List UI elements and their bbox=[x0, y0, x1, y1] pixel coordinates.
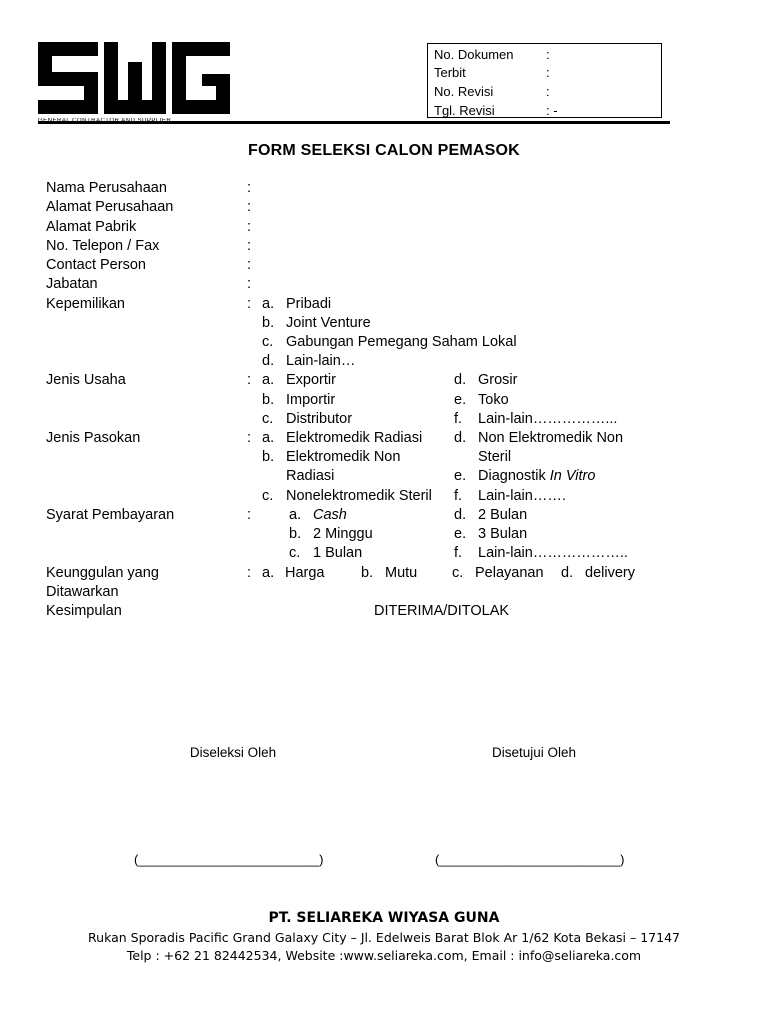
option-letter: f. bbox=[454, 545, 463, 561]
option-gabungan: Gabungan Pemegang Saham Lokal bbox=[286, 334, 517, 350]
option-cash: Cash bbox=[313, 507, 347, 523]
option-lain-lain: Lain-lain……………... bbox=[478, 411, 618, 427]
option-letter: c. bbox=[262, 488, 274, 504]
label-jenis-pasokan: Jenis Pasokan bbox=[46, 430, 141, 446]
footer-address: Rukan Sporadis Pacific Grand Galaxy City – Jl. Edelweis Barat Blok Ar 1/62 Kota Bekasi – 17147 bbox=[88, 930, 680, 945]
label-syarat-pembayaran: Syarat Pembayaran bbox=[46, 507, 175, 523]
colon: : bbox=[247, 257, 252, 273]
option-exportir: Exportir bbox=[286, 372, 336, 388]
option-letter: d. bbox=[561, 565, 574, 581]
option-diagnostik-text: Diagnostik bbox=[478, 468, 550, 484]
label-alamat-perusahaan: Alamat Perusahaan bbox=[46, 199, 174, 215]
option-non-elektromedik-cont: Steril bbox=[478, 449, 512, 465]
signature-line-left: (_________________________) bbox=[134, 852, 324, 867]
option-letter: c. bbox=[452, 565, 464, 581]
doc-label-tgl-revisi: Tgl. Revisi bbox=[434, 103, 495, 118]
kesimpulan-value: DITERIMA/DITOLAK bbox=[374, 603, 510, 619]
label-kepemilikan: Kepemilikan bbox=[46, 296, 125, 312]
option-harga: Harga bbox=[285, 565, 325, 581]
signature-line-right: (_________________________) bbox=[435, 852, 625, 867]
doc-label-nomor: No. Dokumen bbox=[434, 47, 514, 62]
option-in-vitro-text: In Vitro bbox=[549, 468, 596, 484]
signature-label-disetujui: Disetujui Oleh bbox=[491, 745, 577, 760]
option-letter: b. bbox=[262, 449, 275, 465]
option-letter: d. bbox=[454, 372, 467, 388]
option-letter: a. bbox=[289, 507, 302, 523]
option-2-minggu: 2 Minggu bbox=[313, 526, 373, 542]
label-contact-person: Contact Person bbox=[46, 257, 146, 273]
option-pribadi: Pribadi bbox=[286, 296, 332, 312]
footer-company-name: PT. SELIAREKA WIYASA GUNA bbox=[268, 910, 500, 926]
option-non-elektromedik-non: Non Elektromedik Non bbox=[478, 430, 624, 446]
label-kesimpulan: Kesimpulan bbox=[46, 603, 122, 619]
option-letter: a. bbox=[262, 565, 275, 581]
colon: : bbox=[247, 430, 252, 446]
option-3-bulan: 3 Bulan bbox=[478, 526, 528, 542]
option-lain-lain: Lain-lain……. bbox=[478, 488, 566, 504]
colon: : bbox=[247, 219, 252, 235]
option-lain-lain: Lain-lain… bbox=[286, 353, 356, 369]
option-letter: b. bbox=[361, 565, 374, 581]
option-letter: f. bbox=[454, 411, 463, 427]
option-elektromedik-non: Elektromedik Non bbox=[286, 449, 401, 465]
option-letter: e. bbox=[454, 392, 467, 408]
label-keunggulan-cont: Ditawarkan bbox=[46, 584, 119, 600]
label-telepon: No. Telepon / Fax bbox=[46, 238, 160, 254]
option-letter: a. bbox=[262, 372, 275, 388]
doc-value-nomor: : bbox=[546, 47, 550, 62]
doc-value-tgl-revisi: : - bbox=[546, 103, 558, 118]
colon: : bbox=[247, 238, 252, 254]
header-rule bbox=[38, 121, 670, 124]
option-letter: c. bbox=[262, 411, 274, 427]
label-jabatan: Jabatan bbox=[46, 276, 98, 292]
option-letter: a. bbox=[262, 430, 275, 446]
option-1-bulan: 1 Bulan bbox=[313, 545, 363, 561]
option-letter: d. bbox=[454, 507, 467, 523]
label-alamat-pabrik: Alamat Pabrik bbox=[46, 219, 137, 235]
colon: : bbox=[247, 276, 252, 292]
footer-contact: Telp : +62 21 82442534, Website :www.seliareka.com, Email : info@seliareka.com bbox=[126, 948, 642, 963]
option-distributor: Distributor bbox=[286, 411, 353, 427]
option-2-bulan: 2 Bulan bbox=[478, 507, 528, 523]
option-pelayanan: Pelayanan bbox=[475, 565, 544, 581]
doc-value-revisi: : bbox=[546, 84, 550, 99]
option-lain-lain: Lain-lain……………….. bbox=[478, 545, 628, 561]
colon: : bbox=[247, 565, 252, 581]
document-info-box bbox=[427, 43, 662, 118]
option-letter: e. bbox=[454, 468, 467, 484]
label-keunggulan: Keunggulan yang bbox=[46, 565, 159, 581]
doc-value-terbit: : bbox=[546, 65, 550, 80]
option-letter: d. bbox=[262, 353, 275, 369]
doc-label-revisi: No. Revisi bbox=[434, 84, 494, 99]
option-letter: b. bbox=[289, 526, 302, 542]
colon: : bbox=[247, 199, 252, 215]
option-letter: d. bbox=[454, 430, 467, 446]
option-elektromedik-non-cont: Radiasi bbox=[286, 468, 335, 484]
form-title: FORM SELEKSI CALON PEMASOK bbox=[248, 142, 520, 159]
option-letter: a. bbox=[262, 296, 275, 312]
option-grosir: Grosir bbox=[478, 372, 518, 388]
option-importir: Importir bbox=[286, 392, 336, 408]
colon: : bbox=[247, 296, 252, 312]
label-nama-perusahaan: Nama Perusahaan bbox=[46, 180, 167, 196]
option-toko: Toko bbox=[478, 392, 509, 408]
option-elektromedik-radiasi: Elektromedik Radiasi bbox=[286, 430, 423, 446]
option-joint-venture: Joint Venture bbox=[286, 315, 371, 331]
colon: : bbox=[247, 372, 252, 388]
option-letter: c. bbox=[289, 545, 301, 561]
option-letter: b. bbox=[262, 392, 275, 408]
option-nonelektromedik-steril: Nonelektromedik Steril bbox=[286, 488, 432, 504]
colon: : bbox=[247, 507, 252, 523]
option-letter: f. bbox=[454, 488, 463, 504]
option-diagnostik bbox=[478, 468, 595, 484]
option-mutu: Mutu bbox=[385, 565, 418, 581]
signature-label-diseleksi: Diseleksi Oleh bbox=[189, 745, 277, 760]
label-jenis-usaha: Jenis Usaha bbox=[46, 372, 126, 388]
option-delivery: delivery bbox=[585, 565, 635, 581]
colon: : bbox=[247, 180, 252, 196]
company-logo bbox=[38, 42, 230, 126]
option-letter: e. bbox=[454, 526, 467, 542]
option-letter: b. bbox=[262, 315, 275, 331]
doc-label-terbit: Terbit bbox=[434, 65, 466, 80]
option-letter: c. bbox=[262, 334, 274, 350]
